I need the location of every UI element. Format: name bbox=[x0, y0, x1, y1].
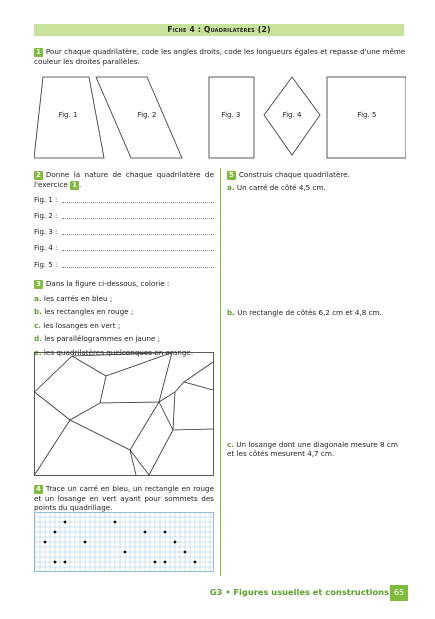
exercise-4 bbox=[34, 484, 214, 512]
instruction-item: e. les quadrilatères quelconques en orange. bbox=[34, 347, 194, 357]
construction-item-a: a. Un carré de côté 4,5 cm. bbox=[227, 183, 326, 192]
grid-point bbox=[164, 531, 167, 534]
answer-label: Fig. 3 : bbox=[34, 228, 58, 236]
figure-3-label: Fig. 3 bbox=[221, 111, 241, 119]
grid-point bbox=[64, 521, 67, 524]
answer-label: Fig. 4 : bbox=[34, 244, 58, 252]
answer-line-fig-5[interactable] bbox=[34, 261, 214, 271]
figure-1-label: Fig. 1 bbox=[58, 111, 78, 119]
figure-4-label: Fig. 4 bbox=[282, 111, 302, 119]
exercise-number: 4 bbox=[36, 485, 41, 493]
exercise-reference: 1 bbox=[72, 181, 78, 189]
exercise-2: 2 Donne la nature de chaque quadrilatère de l'exercice 1 . bbox=[34, 170, 214, 189]
grid-point bbox=[54, 531, 57, 534]
exercise-1-figures bbox=[34, 74, 406, 160]
grid-point bbox=[124, 551, 127, 554]
answer-line-fig-2[interactable] bbox=[34, 212, 214, 222]
exercise-number: 1 bbox=[36, 48, 41, 56]
instruction-item: b. les rectangles en rouge ; bbox=[34, 307, 134, 317]
grid-point bbox=[154, 561, 157, 564]
figure-2-label: Fig. 2 bbox=[137, 111, 157, 119]
instruction-item: c. les losanges en vert ; bbox=[34, 320, 121, 330]
answer-line-fig-1[interactable] bbox=[34, 196, 214, 206]
grid-point bbox=[54, 561, 57, 564]
column-divider bbox=[220, 168, 221, 576]
exercise-number: 5 bbox=[229, 171, 234, 179]
page-number: 65 bbox=[390, 585, 408, 601]
grid-point bbox=[44, 541, 47, 544]
grid-point bbox=[84, 541, 87, 544]
answer-label: Fig. 2 : bbox=[34, 212, 58, 220]
grid-point bbox=[114, 521, 117, 524]
figure-5-label: Fig. 5 bbox=[357, 111, 377, 119]
answer-line-fig-3[interactable] bbox=[34, 228, 214, 238]
grid-point bbox=[174, 541, 177, 544]
exercise-1-text: Pour chaque quadrilatère, code les angles droits, code les longueurs égales et repasse d'une même couleur les droites parallèles. bbox=[34, 47, 406, 66]
construction-item-b[interactable]: b. Un rectangle de côtés 6,2 cm et 4,8 cm. bbox=[227, 308, 382, 317]
page-title: Fiche 4 : Quadrilatères (2) bbox=[34, 24, 404, 36]
exercise-number: 2 bbox=[36, 171, 41, 179]
answer-label: Fig. 1 : bbox=[34, 196, 58, 204]
exercise-2-text: Donne la nature de chaque quadrilatère de l'exercice bbox=[34, 170, 214, 189]
instruction-item: d. les parallélogrammes en jaune ; bbox=[34, 334, 161, 344]
exercise-3 bbox=[34, 279, 214, 357]
exercise-1 bbox=[34, 47, 406, 66]
page-footer bbox=[0, 585, 435, 601]
grid-point bbox=[194, 561, 197, 564]
answer-label: Fig. 5 : bbox=[34, 261, 58, 269]
construction-item-c[interactable]: c. Un losange dont une diagonale mesure 8 cm et les côtés mesurent 4,7 cm. bbox=[227, 440, 398, 458]
quadrilateral-partition-figure[interactable] bbox=[34, 352, 214, 476]
dot-grid-figure[interactable] bbox=[34, 512, 214, 572]
exercise-5-intro: Construis chaque quadrilatère. bbox=[238, 170, 350, 179]
exercise-5 bbox=[227, 170, 407, 192]
exercise-number: 3 bbox=[36, 280, 41, 288]
grid-point bbox=[184, 551, 187, 554]
grid-point bbox=[144, 531, 147, 534]
chapter-title: G3 • Figures usuelles et constructions bbox=[209, 587, 389, 597]
instruction-item: a. les carrés en bleu ; bbox=[34, 293, 113, 303]
exercise-4-text: Trace un carré en bleu, un rectangle en rouge et un losange en vert ayant pour sommets des points du quadrillage. bbox=[34, 484, 214, 512]
exercise-3-intro: Dans la figure ci-dessous, colorie : bbox=[45, 279, 170, 288]
grid-point bbox=[64, 561, 67, 564]
grid-point bbox=[164, 561, 167, 564]
answer-line-fig-4[interactable] bbox=[34, 244, 214, 254]
